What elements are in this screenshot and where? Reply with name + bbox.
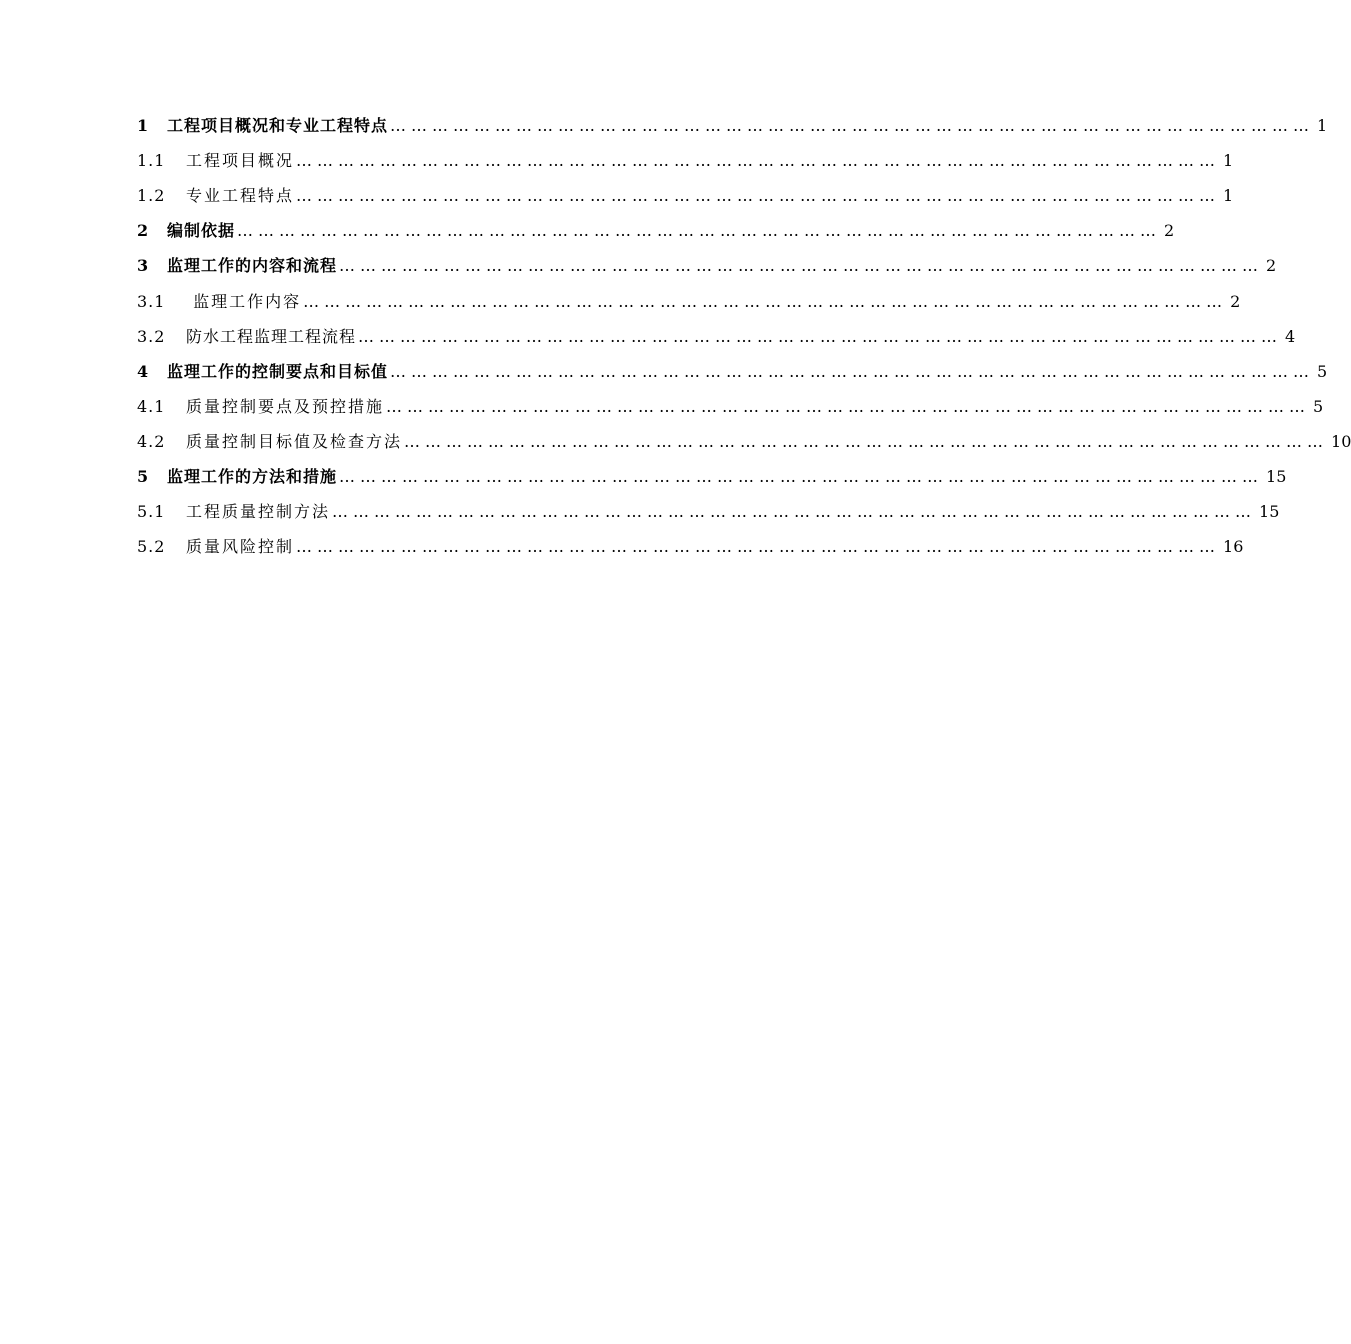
toc-dot-leader: …………………………………………………………………………………………………………………… [296, 186, 1221, 206]
toc-dot-leader: …………………………………………………………………………………………………………………… [390, 361, 1315, 381]
toc-entry-number: 4.2 [137, 431, 166, 451]
toc-entry[interactable] [137, 420, 1351, 455]
toc-dot-leader: …………………………………………………………………………………………………………………… [358, 326, 1283, 346]
toc-entry-number: 5 [137, 467, 149, 487]
toc-entry[interactable] [137, 174, 1234, 209]
toc-entry[interactable] [137, 350, 1328, 385]
toc-entry-title: 工程项目概况和专业工程特点 [167, 116, 389, 136]
toc-entry-number: 4 [137, 361, 149, 381]
toc-dot-leader: …………………………………………………………………………………………………………………… [404, 431, 1329, 451]
toc-entry-number: 1 [137, 116, 149, 136]
toc-entry[interactable] [137, 525, 1244, 560]
toc-entry-page: 2 [1230, 291, 1241, 311]
toc-dot-leader: …………………………………………………………………………………………………………………… [386, 396, 1311, 416]
toc-entry-page: 10 [1331, 431, 1351, 451]
toc-dot-leader: …………………………………………………………………………………………………………………… [332, 502, 1257, 522]
toc-entry-page: 15 [1259, 502, 1280, 522]
toc-entry-number: 3.1 [137, 291, 166, 311]
toc-entry-page: 16 [1223, 537, 1244, 557]
toc-dot-leader: …………………………………………………………………………………………………………………… [296, 151, 1221, 171]
toc-entry[interactable] [137, 315, 1296, 350]
toc-entry-page: 1 [1223, 151, 1234, 171]
toc-entry[interactable] [137, 244, 1277, 279]
toc-entry-title: 监理工作内容 [186, 291, 302, 311]
toc-entry-number: 1.2 [137, 186, 166, 206]
toc-entry-title: 质量控制要点及预控措施 [186, 396, 385, 416]
toc-entry[interactable] [137, 104, 1328, 139]
table-of-contents [137, 104, 1351, 560]
toc-entry-title: 工程项目概况 [186, 151, 295, 171]
toc-dot-leader: …………………………………………………………………………………………………………………… [339, 256, 1264, 276]
toc-dot-leader: …………………………………………………………………………………………………………………… [237, 221, 1162, 241]
toc-entry-title: 质量风险控制 [186, 537, 295, 557]
toc-entry-title: 专业工程特点 [186, 186, 295, 206]
toc-entry[interactable] [137, 279, 1241, 314]
toc-entry-title: 监理工作的内容和流程 [167, 256, 338, 276]
toc-entry-page: 2 [1164, 221, 1175, 241]
toc-dot-leader: …………………………………………………………………………………………………………………… [303, 291, 1228, 311]
toc-entry-title: 防水工程监理工程流程 [186, 326, 357, 346]
toc-entry-number: 3.2 [137, 326, 166, 346]
toc-entry-page: 1 [1223, 186, 1234, 206]
toc-entry[interactable] [137, 139, 1234, 174]
toc-entry-title: 监理工作的控制要点和目标值 [167, 361, 389, 381]
toc-entry-page: 2 [1266, 256, 1277, 276]
toc-entry-page: 4 [1285, 326, 1296, 346]
toc-entry-number: 1.1 [137, 151, 166, 171]
toc-entry-title: 监理工作的方法和措施 [167, 467, 338, 487]
toc-entry-number: 4.1 [137, 396, 166, 416]
toc-dot-leader: …………………………………………………………………………………………………………………… [296, 537, 1221, 557]
toc-entry-title: 编制依据 [167, 221, 236, 241]
toc-entry[interactable] [137, 209, 1175, 244]
toc-dot-leader: …………………………………………………………………………………………………………………… [390, 116, 1315, 136]
toc-entry-page: 5 [1317, 361, 1328, 381]
toc-entry-number: 5.1 [137, 502, 166, 522]
toc-entry-page: 15 [1266, 467, 1287, 487]
toc-entry[interactable] [137, 490, 1280, 525]
toc-entry-page: 1 [1317, 116, 1328, 136]
toc-entry-number: 5.2 [137, 537, 166, 557]
toc-entry[interactable] [137, 385, 1324, 420]
toc-entry-number: 2 [137, 221, 149, 241]
toc-dot-leader: …………………………………………………………………………………………………………………… [339, 467, 1264, 487]
toc-entry-number: 3 [137, 256, 149, 276]
toc-entry-title: 质量控制目标值及检查方法 [186, 431, 403, 451]
toc-entry-title: 工程质量控制方法 [186, 502, 331, 522]
toc-entry-page: 5 [1313, 396, 1324, 416]
toc-entry[interactable] [137, 455, 1287, 490]
